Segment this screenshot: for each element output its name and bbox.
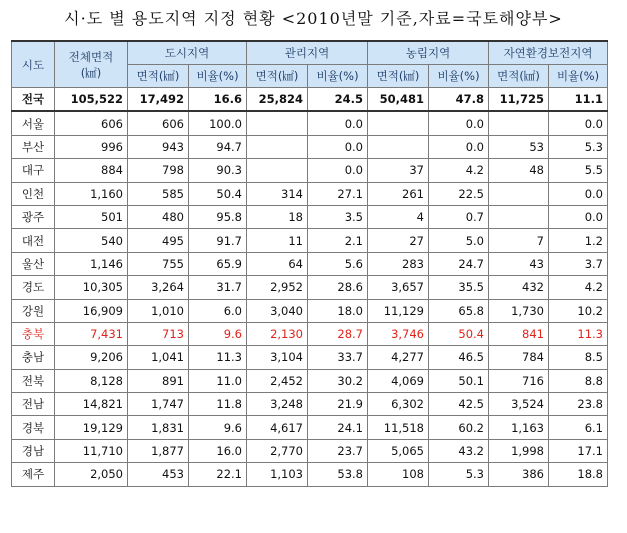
urban-ratio-cell: 9.6 xyxy=(189,416,247,439)
agriculture-ratio-cell: 35.5 xyxy=(429,276,489,299)
conservation-area-cell xyxy=(489,111,549,135)
total-area-cell: 8,128 xyxy=(55,369,128,392)
total-area-cell: 540 xyxy=(55,229,128,252)
total-area-cell: 16,909 xyxy=(55,299,128,322)
total-area-cell: 501 xyxy=(55,205,128,228)
header-total-area-label: 전체면적 xyxy=(68,49,114,64)
header-area: 면적(㎢) xyxy=(247,65,308,88)
management-area-cell xyxy=(247,159,308,182)
conservation-area-cell xyxy=(489,205,549,228)
region-cell: 충북 xyxy=(12,322,55,345)
management-area-cell: 1,103 xyxy=(247,463,308,486)
management-area-cell: 64 xyxy=(247,252,308,275)
conservation-ratio-cell: 6.1 xyxy=(549,416,608,439)
management-ratio-cell: 21.9 xyxy=(308,393,368,416)
urban-ratio-cell: 11.8 xyxy=(189,393,247,416)
agriculture-area-cell xyxy=(368,135,429,158)
agriculture-ratio-cell: 4.2 xyxy=(429,159,489,182)
urban-ratio-cell: 16.0 xyxy=(189,439,247,462)
management-ratio-cell: 28.7 xyxy=(308,322,368,345)
header-ratio: 비율(%) xyxy=(549,65,608,88)
management-ratio-cell: 28.6 xyxy=(308,276,368,299)
region-cell: 전국 xyxy=(12,88,55,112)
urban-area-cell: 17,492 xyxy=(128,88,189,112)
table-row xyxy=(12,135,608,158)
conservation-area-cell: 841 xyxy=(489,322,549,345)
region-cell: 부산 xyxy=(12,135,55,158)
conservation-area-cell: 1,998 xyxy=(489,439,549,462)
urban-ratio-cell: 6.0 xyxy=(189,299,247,322)
conservation-area-cell: 53 xyxy=(489,135,549,158)
total-area-cell: 19,129 xyxy=(55,416,128,439)
region-cell: 서울 xyxy=(12,111,55,135)
total-area-cell: 14,821 xyxy=(55,393,128,416)
management-ratio-cell: 53.8 xyxy=(308,463,368,486)
urban-area-cell: 1,831 xyxy=(128,416,189,439)
management-ratio-cell: 0.0 xyxy=(308,159,368,182)
table-row xyxy=(12,229,608,252)
region-cell: 대구 xyxy=(12,159,55,182)
management-ratio-cell: 27.1 xyxy=(308,182,368,205)
table-row xyxy=(12,88,608,112)
management-area-cell: 314 xyxy=(247,182,308,205)
management-area-cell: 25,824 xyxy=(247,88,308,112)
urban-area-cell: 453 xyxy=(128,463,189,486)
region-cell: 울산 xyxy=(12,252,55,275)
management-ratio-cell: 3.5 xyxy=(308,205,368,228)
conservation-area-cell: 11,725 xyxy=(489,88,549,112)
urban-ratio-cell: 16.6 xyxy=(189,88,247,112)
table-row xyxy=(12,346,608,369)
table-row xyxy=(12,299,608,322)
agriculture-area-cell: 4 xyxy=(368,205,429,228)
urban-ratio-cell: 90.3 xyxy=(189,159,247,182)
table-row xyxy=(12,252,608,275)
table-row xyxy=(12,439,608,462)
urban-area-cell: 1,877 xyxy=(128,439,189,462)
region-cell: 경도 xyxy=(12,276,55,299)
total-area-cell: 2,050 xyxy=(55,463,128,486)
agriculture-ratio-cell: 65.8 xyxy=(429,299,489,322)
urban-area-cell: 1,010 xyxy=(128,299,189,322)
management-ratio-cell: 24.1 xyxy=(308,416,368,439)
agriculture-ratio-cell: 5.3 xyxy=(429,463,489,486)
agriculture-ratio-cell: 43.2 xyxy=(429,439,489,462)
conservation-ratio-cell: 1.2 xyxy=(549,229,608,252)
total-area-cell: 105,522 xyxy=(55,88,128,112)
conservation-area-cell: 432 xyxy=(489,276,549,299)
management-area-cell: 2,452 xyxy=(247,369,308,392)
management-ratio-cell: 30.2 xyxy=(308,369,368,392)
header-group-urban: 도시지역 xyxy=(128,41,247,65)
urban-area-cell: 943 xyxy=(128,135,189,158)
agriculture-area-cell: 11,129 xyxy=(368,299,429,322)
agriculture-area-cell: 3,657 xyxy=(368,276,429,299)
urban-area-cell: 3,264 xyxy=(128,276,189,299)
region-cell: 경남 xyxy=(12,439,55,462)
region-cell: 제주 xyxy=(12,463,55,486)
conservation-ratio-cell: 4.2 xyxy=(549,276,608,299)
management-ratio-cell: 23.7 xyxy=(308,439,368,462)
agriculture-area-cell: 4,069 xyxy=(368,369,429,392)
urban-area-cell: 1,041 xyxy=(128,346,189,369)
management-area-cell: 2,952 xyxy=(247,276,308,299)
region-cell: 경북 xyxy=(12,416,55,439)
agriculture-ratio-cell: 47.8 xyxy=(429,88,489,112)
agriculture-area-cell: 5,065 xyxy=(368,439,429,462)
urban-area-cell: 585 xyxy=(128,182,189,205)
conservation-ratio-cell: 0.0 xyxy=(549,182,608,205)
header-total-area-unit: (㎢) xyxy=(80,65,102,80)
agriculture-area-cell: 261 xyxy=(368,182,429,205)
agriculture-area-cell: 283 xyxy=(368,252,429,275)
conservation-area-cell: 7 xyxy=(489,229,549,252)
total-area-cell: 1,146 xyxy=(55,252,128,275)
region-cell: 충남 xyxy=(12,346,55,369)
total-area-cell: 996 xyxy=(55,135,128,158)
management-area-cell xyxy=(247,111,308,135)
header-group-management: 관리지역 xyxy=(247,41,368,65)
table-row xyxy=(12,369,608,392)
table-row xyxy=(12,416,608,439)
conservation-ratio-cell: 17.1 xyxy=(549,439,608,462)
table-row xyxy=(12,111,608,135)
conservation-area-cell: 3,524 xyxy=(489,393,549,416)
management-ratio-cell: 18.0 xyxy=(308,299,368,322)
region-cell: 전북 xyxy=(12,369,55,392)
urban-ratio-cell: 100.0 xyxy=(189,111,247,135)
agriculture-area-cell: 6,302 xyxy=(368,393,429,416)
region-cell: 광주 xyxy=(12,205,55,228)
total-area-cell: 1,160 xyxy=(55,182,128,205)
conservation-ratio-cell: 5.5 xyxy=(549,159,608,182)
header-total-area xyxy=(55,41,128,88)
total-area-cell: 10,305 xyxy=(55,276,128,299)
total-area-cell: 7,431 xyxy=(55,322,128,345)
conservation-ratio-cell: 18.8 xyxy=(549,463,608,486)
conservation-area-cell: 1,163 xyxy=(489,416,549,439)
management-ratio-cell: 2.1 xyxy=(308,229,368,252)
agriculture-ratio-cell: 22.5 xyxy=(429,182,489,205)
table-body xyxy=(12,88,608,487)
management-ratio-cell: 5.6 xyxy=(308,252,368,275)
total-area-cell: 884 xyxy=(55,159,128,182)
conservation-area-cell: 784 xyxy=(489,346,549,369)
total-area-cell: 9,206 xyxy=(55,346,128,369)
table-row xyxy=(12,159,608,182)
agriculture-ratio-cell: 0.0 xyxy=(429,111,489,135)
urban-ratio-cell: 95.8 xyxy=(189,205,247,228)
table-row xyxy=(12,182,608,205)
management-ratio-cell: 33.7 xyxy=(308,346,368,369)
agriculture-area-cell: 4,277 xyxy=(368,346,429,369)
urban-ratio-cell: 91.7 xyxy=(189,229,247,252)
agriculture-area-cell: 11,518 xyxy=(368,416,429,439)
urban-area-cell: 1,747 xyxy=(128,393,189,416)
agriculture-area-cell xyxy=(368,111,429,135)
agriculture-ratio-cell: 42.5 xyxy=(429,393,489,416)
agriculture-area-cell: 27 xyxy=(368,229,429,252)
table-row xyxy=(12,276,608,299)
agriculture-ratio-cell: 46.5 xyxy=(429,346,489,369)
management-area-cell: 11 xyxy=(247,229,308,252)
management-ratio-cell: 24.5 xyxy=(308,88,368,112)
urban-area-cell: 713 xyxy=(128,322,189,345)
header-area: 면적(㎢) xyxy=(128,65,189,88)
management-ratio-cell: 0.0 xyxy=(308,135,368,158)
urban-ratio-cell: 94.7 xyxy=(189,135,247,158)
land-use-table xyxy=(11,40,608,487)
conservation-ratio-cell: 3.7 xyxy=(549,252,608,275)
agriculture-area-cell: 3,746 xyxy=(368,322,429,345)
conservation-ratio-cell: 23.8 xyxy=(549,393,608,416)
urban-ratio-cell: 9.6 xyxy=(189,322,247,345)
agriculture-ratio-cell: 60.2 xyxy=(429,416,489,439)
urban-ratio-cell: 65.9 xyxy=(189,252,247,275)
header-ratio: 비율(%) xyxy=(189,65,247,88)
conservation-area-cell xyxy=(489,182,549,205)
urban-ratio-cell: 50.4 xyxy=(189,182,247,205)
agriculture-ratio-cell: 50.4 xyxy=(429,322,489,345)
agriculture-ratio-cell: 0.0 xyxy=(429,135,489,158)
total-area-cell: 11,710 xyxy=(55,439,128,462)
header-ratio: 비율(%) xyxy=(429,65,489,88)
urban-area-cell: 495 xyxy=(128,229,189,252)
management-area-cell xyxy=(247,135,308,158)
header-group-conservation: 자연환경보전지역 xyxy=(489,41,608,65)
conservation-area-cell: 1,730 xyxy=(489,299,549,322)
management-area-cell: 2,770 xyxy=(247,439,308,462)
conservation-ratio-cell: 5.3 xyxy=(549,135,608,158)
agriculture-ratio-cell: 5.0 xyxy=(429,229,489,252)
total-area-cell: 606 xyxy=(55,111,128,135)
table-row xyxy=(12,322,608,345)
urban-area-cell: 480 xyxy=(128,205,189,228)
management-ratio-cell: 0.0 xyxy=(308,111,368,135)
agriculture-area-cell: 50,481 xyxy=(368,88,429,112)
agriculture-ratio-cell: 0.7 xyxy=(429,205,489,228)
conservation-area-cell: 48 xyxy=(489,159,549,182)
agriculture-area-cell: 37 xyxy=(368,159,429,182)
conservation-area-cell: 386 xyxy=(489,463,549,486)
header-ratio: 비율(%) xyxy=(308,65,368,88)
conservation-ratio-cell: 10.2 xyxy=(549,299,608,322)
conservation-area-cell: 43 xyxy=(489,252,549,275)
urban-ratio-cell: 11.3 xyxy=(189,346,247,369)
table-row xyxy=(12,393,608,416)
header-area: 면적(㎢) xyxy=(489,65,549,88)
region-cell: 대전 xyxy=(12,229,55,252)
agriculture-area-cell: 108 xyxy=(368,463,429,486)
header-group-agriculture: 농림지역 xyxy=(368,41,489,65)
management-area-cell: 18 xyxy=(247,205,308,228)
header-area: 면적(㎢) xyxy=(368,65,429,88)
conservation-ratio-cell: 8.8 xyxy=(549,369,608,392)
region-cell: 전남 xyxy=(12,393,55,416)
conservation-area-cell: 716 xyxy=(489,369,549,392)
management-area-cell: 2,130 xyxy=(247,322,308,345)
region-cell: 강원 xyxy=(12,299,55,322)
conservation-ratio-cell: 11.1 xyxy=(549,88,608,112)
management-area-cell: 3,040 xyxy=(247,299,308,322)
management-area-cell: 3,248 xyxy=(247,393,308,416)
conservation-ratio-cell: 0.0 xyxy=(549,205,608,228)
conservation-ratio-cell: 11.3 xyxy=(549,322,608,345)
agriculture-ratio-cell: 50.1 xyxy=(429,369,489,392)
conservation-ratio-cell: 8.5 xyxy=(549,346,608,369)
urban-area-cell: 891 xyxy=(128,369,189,392)
table-row xyxy=(12,463,608,486)
urban-ratio-cell: 22.1 xyxy=(189,463,247,486)
management-area-cell: 3,104 xyxy=(247,346,308,369)
urban-area-cell: 755 xyxy=(128,252,189,275)
header-region: 시도 xyxy=(12,41,55,88)
urban-ratio-cell: 31.7 xyxy=(189,276,247,299)
page-title: 시·도 별 용도지역 지정 현황 <2010년말 기준,자료=국토해양부> xyxy=(64,9,563,28)
region-cell: 인천 xyxy=(12,182,55,205)
urban-area-cell: 798 xyxy=(128,159,189,182)
conservation-ratio-cell: 0.0 xyxy=(549,111,608,135)
agriculture-ratio-cell: 24.7 xyxy=(429,252,489,275)
urban-area-cell: 606 xyxy=(128,111,189,135)
table-row xyxy=(12,205,608,228)
urban-ratio-cell: 11.0 xyxy=(189,369,247,392)
management-area-cell: 4,617 xyxy=(247,416,308,439)
